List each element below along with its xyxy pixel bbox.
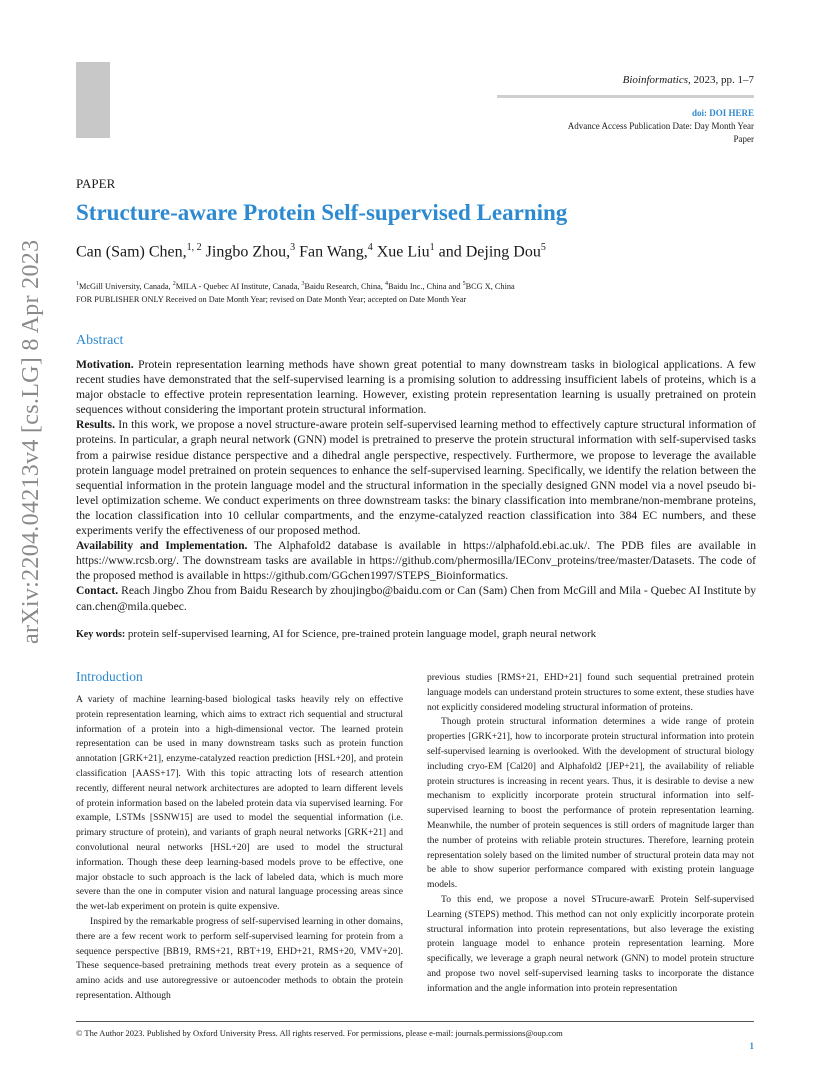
journal-citation: Bioinformatics, 2023, pp. 1–7 xyxy=(622,74,754,86)
author-affiliation-mark: 1 xyxy=(429,242,435,253)
page-number: 1 xyxy=(749,1041,754,1051)
access-date: Advance Access Publication Date: Day Month Year xyxy=(567,121,754,131)
paragraph: Inspired by the remarkable progress of self-supervised learning in other domains, there are a few recent work to perform self-supervised learning for protein from a sequence perspective [BB19, RMS+21, RBT+19, EHD+21, RMS+20, VMV+20]. These sequence-based pretraining methods treat every protein as a sequence of amino acids and use autoregressive or autoencoder methods to obtain the protein representation. Although xyxy=(76,915,403,1001)
paragraph: previous studies [RMS+21, EHD+21] found such sequential pretrained protein language models can understand protein structures to some extent, these studies have not explicitly considered modeling structural information of proteins. xyxy=(427,672,754,713)
author-name: Can (Sam) Chen, xyxy=(76,243,187,261)
doi-link[interactable]: doi: DOI HERE xyxy=(691,108,754,118)
abstract-body xyxy=(76,357,756,614)
footer-rule xyxy=(76,1021,754,1022)
paragraph: To this end, we propose a novel STrucure-awarE Protein Self-supervised Learning (STEPS) method. This method can not only explicitly incorporate protein structural information into protein representations, but also leverage the existing protein language model to enhance protein representation learning. More specifically, we leverage a graph neural network (GNN) to model protein structure and propose two novel self-supervised learning tasks to incorporate the distance information and the angle information into protein representation xyxy=(427,893,754,994)
article-type: Paper xyxy=(733,134,754,144)
author-name: and Dejing Dou xyxy=(434,243,541,261)
paragraph: A variety of machine learning-based biological tasks heavily rely on effective protein representation learning, which aims to extract rich sequential and structural information of a protein into a high-dimensional vector. The learned protein representation can be used in many downstream tasks such as protein function annotation [GRK+21], enzyme-catalyzed reaction prediction [HSL+20], and protein classification [AASS+17]. With this topic attracting lots of research attention recently, different neural network architectures are adopted to learn different levels of protein information based on the labeled protein data via supervised learning. For example, LSTMs [SSNW15] are used to model the sequential information (i.e. primary structure of protein), and variants of graph neural networks [GRK+21] and convolutional neural networks [HSL+20] are used to model the structural information. Though these deep learning-based models prove to be effective, one major obstacle to such approach is the lack of labeled data, which is much more severe than the one in computer vision and natural language processing areas since the wet-lab experiment on protein is quite expensive. xyxy=(76,694,403,913)
abstract-availability: Availability and Implementation. The Alphafold2 database is available in https://alphafold.ebi.ac.uk/. The PDB files are available in https://www.rcsb.org/. The downstream tasks are available in https://github.com/phermosilla/IEConv_proteins/tree/master/Datasets. The code of the proposed method is available in https://github.com/GGchen1997/STEPS_Bioinformatics. xyxy=(76,539,756,583)
journal-logo-placeholder xyxy=(76,62,110,138)
publisher-note: FOR PUBLISHER ONLY Received on Date Month Year; revised on Date Month Year; accepted on Date Month Year xyxy=(76,294,467,304)
author-name: Jingbo Zhou, xyxy=(201,243,291,261)
arxiv-sidebar xyxy=(14,239,44,648)
author-list xyxy=(76,242,546,261)
abstract-heading: Abstract xyxy=(76,333,124,348)
keywords: Key words: protein self-supervised learning, AI for Science, pre-trained protein language model, graph neural network xyxy=(76,628,597,640)
paragraph: Though protein structural information determines a wide range of protein properties [GRK+21], how to incorporate protein structural information into protein self-supervised learning is overlooked. With the development of structural biology including cryo-EM [Cal20] and Alphafold2 [JEP+21], the availability of reliable protein structures is increasing in recent years. Thus, it is desirable to devise a new mechanism to explicitly incorporate protein structural information into self-supervised learning to boost the performance of protein representation learning. Meanwhile, the number of protein sequences is still orders of magnitude larger than the number of proteins with reliable protein structures. Therefore, learning protein representation solely based on the limited number of structural protein data may not be able to show superior performance compared with existing protein language models. xyxy=(427,716,754,891)
abstract-results: Results. In this work, we propose a novel structure-aware protein self-supervised learning method to effectively capture structural information of proteins. In particular, a graph neural network (GNN) model is pretrained to preserve the protein structural information with self-supervised tasks from a pairwise residue distance perspective and a dihedral angle perspective, respectively. Furthermore, we propose to leverage the available protein language model pretrained on protein sequences to enhance the self-supervised learning. Specifically, we identify the relation between the sequential information in the protein language model and the structural information in the specially designed GNN model via a novel pseudo bi-level optimization scheme. We conduct experiments on three downstream tasks: the binary classification into membrane/non-membrane proteins, the location classification into 10 cellular compartments, and the enzyme-catalyzed reaction classification into 384 EC numbers, and these experiments verify the effectiveness of our proposed method. xyxy=(76,418,756,538)
author-affiliation-mark: 1, 2 xyxy=(186,242,202,253)
introduction-heading: Introduction xyxy=(76,669,143,684)
author-affiliation-mark: 3 xyxy=(290,242,296,253)
paper-label: PAPER xyxy=(76,176,116,191)
copyright-notice: © The Author 2023. Published by Oxford University Press. All rights reserved. For permissions, please e-mail: journals.permissions@oup.com xyxy=(76,1028,563,1038)
affiliation-line: $^1$McGill University, Canada, $^2$MILA - Quebec AI Institute, Canada, $^3$Baidu Research, China, $^4$Baidu Inc., China and $^5$BCG X, China xyxy=(76,281,515,291)
paper-title: Structure-aware Protein Self-supervised Learning xyxy=(76,200,568,225)
right-column xyxy=(427,671,754,997)
left-column xyxy=(76,693,403,1004)
author-name: Xue Liu xyxy=(372,243,430,261)
header-rule xyxy=(497,95,754,98)
author-name: Fan Wang, xyxy=(295,243,368,261)
author-affiliation-mark: 4 xyxy=(367,242,373,253)
affiliations xyxy=(76,278,756,306)
abstract-contact: Contact. Reach Jingbo Zhou from Baidu Research by zhoujingbo@baidu.com or Can (Sam) Chen from McGill and Mila - Quebec AI Institute by can.chen@mila.quebec. xyxy=(76,584,756,613)
arxiv-identifier: arXiv:2204.04213v4 [cs.LG] 8 Apr 2023 xyxy=(18,239,44,644)
abstract-motivation: Motivation. Protein representation learning methods have shown great potential to many downstream tasks in biological applications. A few recent studies have demonstrated that the self-supervised learning is a promising solution to addressing insufficient labels of proteins, which is a major obstacle to effective protein representation learning. However, existing protein representation learning is usually pretrained on protein sequences without considering the important protein structural information. xyxy=(76,358,756,417)
author-affiliation-mark: 5 xyxy=(540,242,546,253)
